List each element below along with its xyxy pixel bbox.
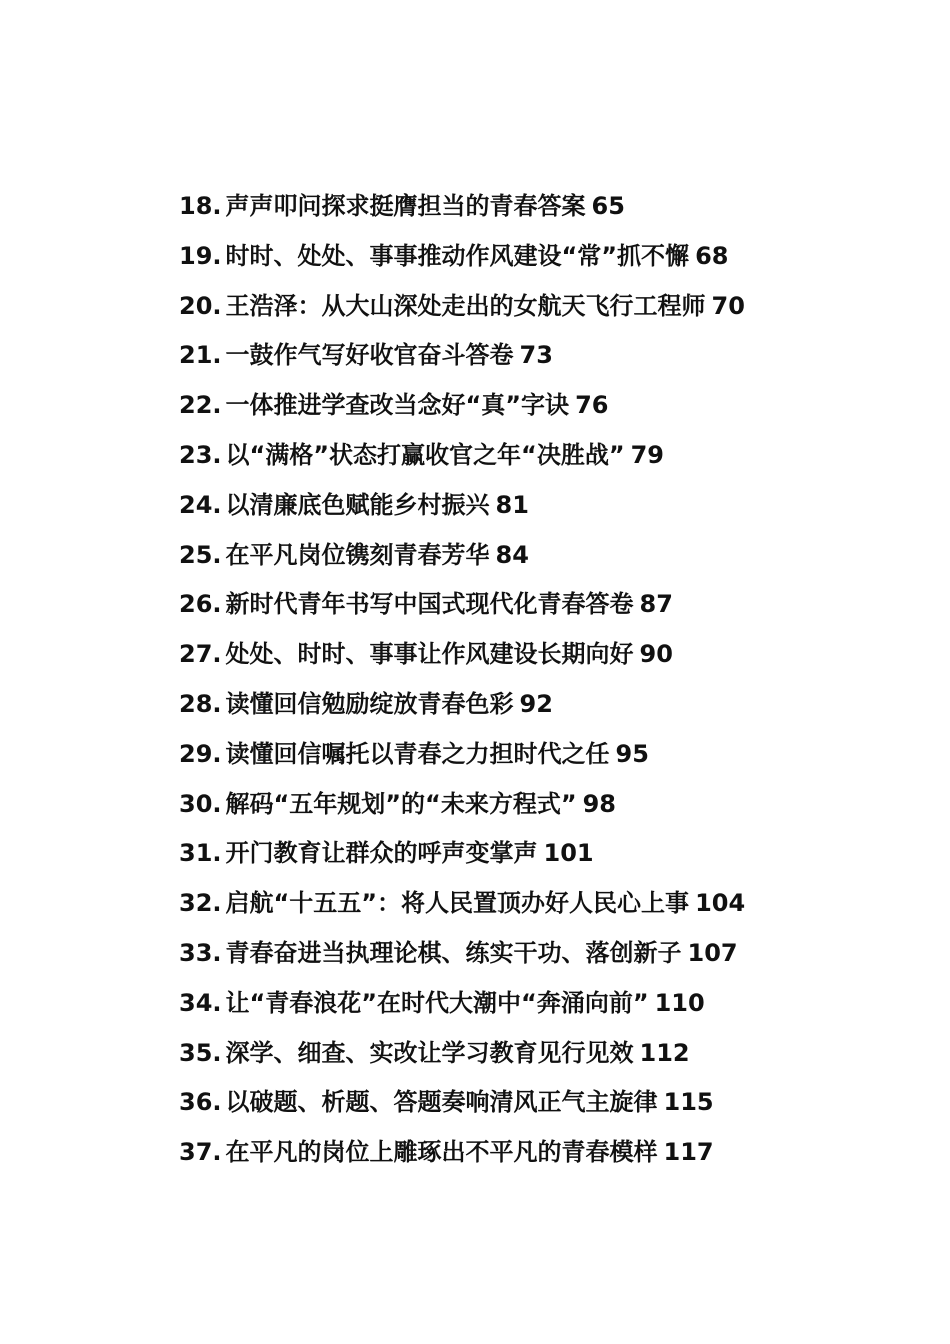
entry-title: 王浩泽：从大山深处走出的女航天飞行工程师 bbox=[225, 291, 706, 320]
entry-title: 解码“五年规划”的“未来方程式” bbox=[225, 789, 577, 818]
toc-entry bbox=[179, 1132, 919, 1182]
table-of-contents bbox=[179, 186, 919, 1182]
entry-page-number: 79 bbox=[630, 440, 665, 469]
entry-title: 声声叩问探求挺膺担当的青春答案 bbox=[225, 192, 586, 220]
entry-title: 以清廉底色赋能乡村振兴 bbox=[225, 490, 490, 519]
entry-page-number: 115 bbox=[663, 1088, 714, 1117]
entry-title: 在平凡的岗位上雕琢出不平凡的青春模样 bbox=[225, 1138, 658, 1167]
entry-title: 读懂回信嘱托以青春之力担时代之任 bbox=[225, 739, 610, 768]
toc-entry bbox=[179, 535, 919, 585]
toc-entry bbox=[179, 335, 919, 385]
toc-entry bbox=[179, 584, 919, 634]
entry-number: 28. bbox=[179, 689, 222, 718]
entry-page-number: 117 bbox=[663, 1138, 714, 1167]
toc-entry bbox=[179, 933, 919, 983]
entry-page-number: 98 bbox=[582, 789, 617, 818]
entry-title: 以破题、析题、答题奏响清风正气主旋律 bbox=[225, 1088, 658, 1117]
entry-page-number: 110 bbox=[654, 988, 705, 1017]
entry-title: 处处、时时、事事让作风建设长期向好 bbox=[225, 640, 634, 669]
toc-entry bbox=[179, 286, 919, 336]
entry-title: 在平凡岗位镌刻青春芳华 bbox=[225, 540, 490, 569]
entry-title: 一体推进学查改当念好“真”字诀 bbox=[225, 391, 570, 420]
entry-number: 23. bbox=[179, 440, 222, 469]
entry-number: 19. bbox=[179, 241, 222, 270]
entry-number: 29. bbox=[179, 739, 222, 768]
toc-entry bbox=[179, 684, 919, 734]
entry-number: 30. bbox=[179, 789, 222, 818]
entry-page-number: 90 bbox=[639, 640, 673, 669]
entry-page-number: 65 bbox=[591, 192, 625, 220]
toc-entry bbox=[179, 435, 919, 485]
toc-entry bbox=[179, 634, 919, 684]
entry-page-number: 107 bbox=[687, 938, 738, 967]
entry-page-number: 87 bbox=[639, 590, 673, 619]
entry-number: 22. bbox=[179, 391, 222, 420]
toc-entry bbox=[179, 1082, 919, 1132]
toc-entry bbox=[179, 485, 919, 535]
entry-number: 20. bbox=[179, 291, 222, 320]
entry-number: 36. bbox=[179, 1088, 222, 1117]
toc-entry bbox=[179, 236, 919, 286]
toc-entry bbox=[179, 833, 919, 883]
entry-page-number: 68 bbox=[695, 241, 729, 270]
entry-number: 31. bbox=[179, 839, 222, 868]
entry-number: 32. bbox=[179, 889, 222, 918]
entry-page-number: 92 bbox=[519, 689, 553, 718]
toc-entry bbox=[179, 385, 919, 435]
entry-page-number: 81 bbox=[495, 490, 529, 519]
entry-number: 21. bbox=[179, 341, 222, 370]
entry-title: 开门教育让群众的呼声变掌声 bbox=[225, 839, 538, 868]
toc-entry bbox=[179, 1033, 919, 1083]
toc-entry bbox=[179, 186, 919, 236]
entry-number: 27. bbox=[179, 640, 222, 669]
entry-page-number: 70 bbox=[711, 291, 745, 320]
entry-number: 26. bbox=[179, 590, 222, 619]
entry-page-number: 95 bbox=[615, 739, 649, 768]
entry-title: 启航“十五五”：将人民置顶办好人民心上事 bbox=[225, 889, 690, 918]
toc-entry bbox=[179, 784, 919, 834]
entry-number: 34. bbox=[179, 988, 222, 1017]
entry-number: 18. bbox=[179, 192, 222, 220]
entry-title: 让“青春浪花”在时代大潮中“奔涌向前” bbox=[225, 988, 649, 1017]
entry-number: 25. bbox=[179, 540, 222, 569]
entry-page-number: 76 bbox=[575, 391, 609, 420]
toc-entry bbox=[179, 734, 919, 784]
entry-title: 深学、细查、实改让学习教育见行见效 bbox=[225, 1038, 634, 1067]
entry-number: 33. bbox=[179, 938, 222, 967]
entry-page-number: 101 bbox=[543, 839, 594, 868]
entry-title: 以“满格”状态打赢收官之年“决胜战” bbox=[225, 440, 625, 469]
entry-title: 一鼓作气写好收官奋斗答卷 bbox=[225, 341, 514, 370]
entry-page-number: 112 bbox=[639, 1038, 690, 1067]
entry-title: 读懂回信勉励绽放青春色彩 bbox=[225, 689, 514, 718]
toc-entry bbox=[179, 883, 919, 933]
entry-number: 37. bbox=[179, 1138, 222, 1167]
entry-page-number: 73 bbox=[519, 341, 553, 370]
entry-page-number: 84 bbox=[495, 540, 529, 569]
entry-number: 35. bbox=[179, 1038, 222, 1067]
entry-title: 时时、处处、事事推动作风建设“常”抓不懈 bbox=[225, 241, 690, 270]
entry-page-number: 104 bbox=[695, 889, 746, 918]
entry-title: 新时代青年书写中国式现代化青春答卷 bbox=[225, 590, 634, 619]
entry-title: 青春奋进当执理论棋、练实干功、落创新子 bbox=[225, 938, 682, 967]
toc-entry bbox=[179, 983, 919, 1033]
entry-number: 24. bbox=[179, 490, 222, 519]
